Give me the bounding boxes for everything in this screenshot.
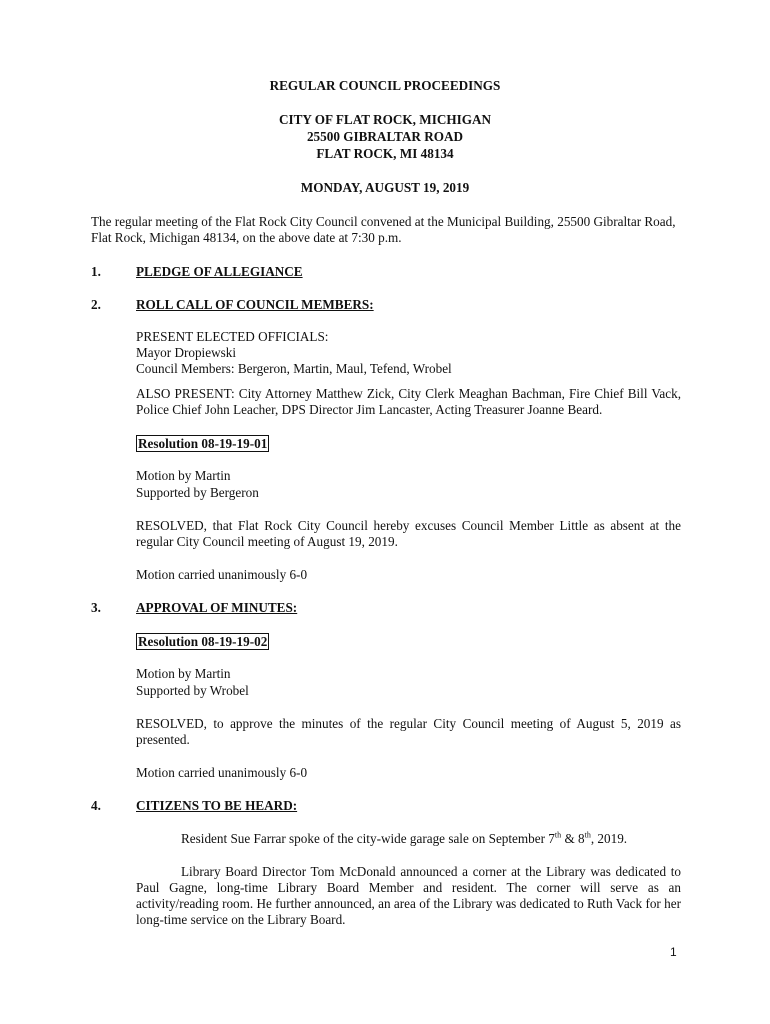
meeting-date: MONDAY, AUGUST 19, 2019 [300,180,470,195]
motion-line-1: Motion by Martin [136,468,231,483]
support-line-2: Supported by Wrobel [136,683,249,698]
page-number: 1 [670,945,677,959]
section-4-number: 4. [91,798,101,813]
resolution-box-1: Resolution 08-19-19-01 [138,436,268,451]
citizen-paragraph-1: Resident Sue Farrar spoke of the city-wide garage sale on September 7th & 8th, 2019. [181,830,628,846]
resolved-paragraph-1: RESOLVED, that Flat Rock City Council hereby excuses Council Member Little as absent at the regular City Council meeting of August 19, 2019. [136,518,681,549]
address-line-2: FLAT ROCK, MI 48134 [316,146,454,161]
address-line-1: 25500 GIBRALTAR ROAD [306,129,464,144]
present-label: PRESENT ELECTED OFFICIALS: [136,329,329,344]
section-2-number: 2. [91,297,101,312]
mayor-line: Mayor Dropiewski [136,345,236,360]
section-3-heading: APPROVAL OF MINUTES: [136,600,298,615]
resolved-paragraph-2: RESOLVED, to approve the minutes of the regular City Council meeting of August 5, 2019 as presented. [136,716,681,747]
council-members-line: Council Members: Bergeron, Martin, Maul, Tefend, Wrobel [136,361,452,376]
carried-line-1: Motion carried unanimously 6-0 [136,567,308,582]
section-1-heading: PLEDGE OF ALLEGIANCE [136,264,303,279]
section-3-number: 3. [91,600,101,615]
section-2-heading: ROLL CALL OF COUNCIL MEMBERS: [136,297,374,312]
also-present-paragraph: ALSO PRESENT: City Attorney Matthew Zick, City Clerk Meaghan Bachman, Fire Chief Bill Vack, Police Chief John Leacher, DPS Director Jim Lancaster, Acting Treasurer Joanne Beard. [136,386,681,417]
intro-paragraph: The regular meeting of the Flat Rock City Council convened at the Municipal Building, 25500 Gibraltar Road, Flat Rock, Michigan 48134, on the above date at 7:30 p.m. [91,214,676,245]
support-line-1: Supported by Bergeron [136,485,259,500]
document-title: REGULAR COUNCIL PROCEEDINGS [269,78,501,93]
resolution-box-2: Resolution 08-19-19-02 [138,634,268,649]
motion-line-2: Motion by Martin [136,666,231,681]
section-4-heading: CITIZENS TO BE HEARD: [136,798,298,813]
citizen-paragraph-2: Library Board Director Tom McDonald announced a corner at the Library was dedicated to Paul Gagne, long-time Library Board Member and resident. The corner will serve as an activity/reading room. He further announced, an area of the Library was dedicated to Ruth Vack for her long-time service on the Library Board. [136,864,681,927]
carried-line-2: Motion carried unanimously 6-0 [136,765,308,780]
section-1-number: 1. [91,264,101,279]
city-name: CITY OF FLAT ROCK, MICHIGAN [278,112,492,127]
